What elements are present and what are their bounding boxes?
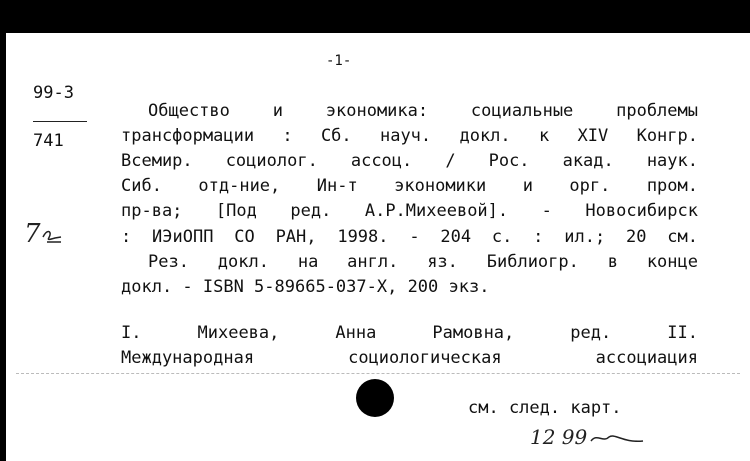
shelfmark-bottom: 741: [33, 131, 64, 151]
catalog-card: [6, 33, 750, 461]
card-faint-line: [16, 373, 740, 375]
body-line-3: Всемир. социолог. ассоц. / Рос. акад. наук.: [121, 151, 698, 171]
body-line-7: Рез. докл. на англ. яз. Библиогр. в конце: [148, 252, 698, 272]
handwritten-left-text: 7: [24, 219, 41, 249]
handwritten-left-mark: [24, 219, 63, 249]
body-line-4: Сиб. отд-ние, Ин-т экономики и орг. пром.: [121, 176, 698, 196]
body-line-8: докл. - ISBN 5-89665-037-X, 200 экз.: [121, 277, 490, 297]
punch-hole: [356, 379, 394, 417]
handwritten-flourish-icon: [587, 429, 647, 449]
page-mark: -1-: [326, 53, 352, 69]
handwritten-scribble-icon: [41, 225, 63, 245]
tracing-line-2: Международная социологическая ассоциация: [121, 348, 698, 368]
continuation-note: см. след. карт.: [468, 398, 622, 418]
shelfmark-divider: [33, 121, 87, 122]
body-line-5: пр-ва; [Под ред. А.Р.Михеевой]. - Новосибирск: [121, 201, 698, 221]
body-line-1: Общество и экономика: социальные проблемы: [148, 101, 698, 121]
shelfmark-top: 99-3: [33, 83, 74, 103]
handwritten-bottom-text: 12 99: [530, 425, 588, 449]
handwritten-bottom-mark: [530, 425, 647, 449]
tracing-line-1: I. Михеева, Анна Рамовна, ред. II.: [121, 323, 698, 343]
body-line-6: : ИЭиОПП СО РАН, 1998. - 204 с. : ил.; 20 см.: [121, 227, 698, 247]
body-line-2: трансформации : Сб. науч. докл. к XIV Конгр.: [121, 126, 698, 146]
